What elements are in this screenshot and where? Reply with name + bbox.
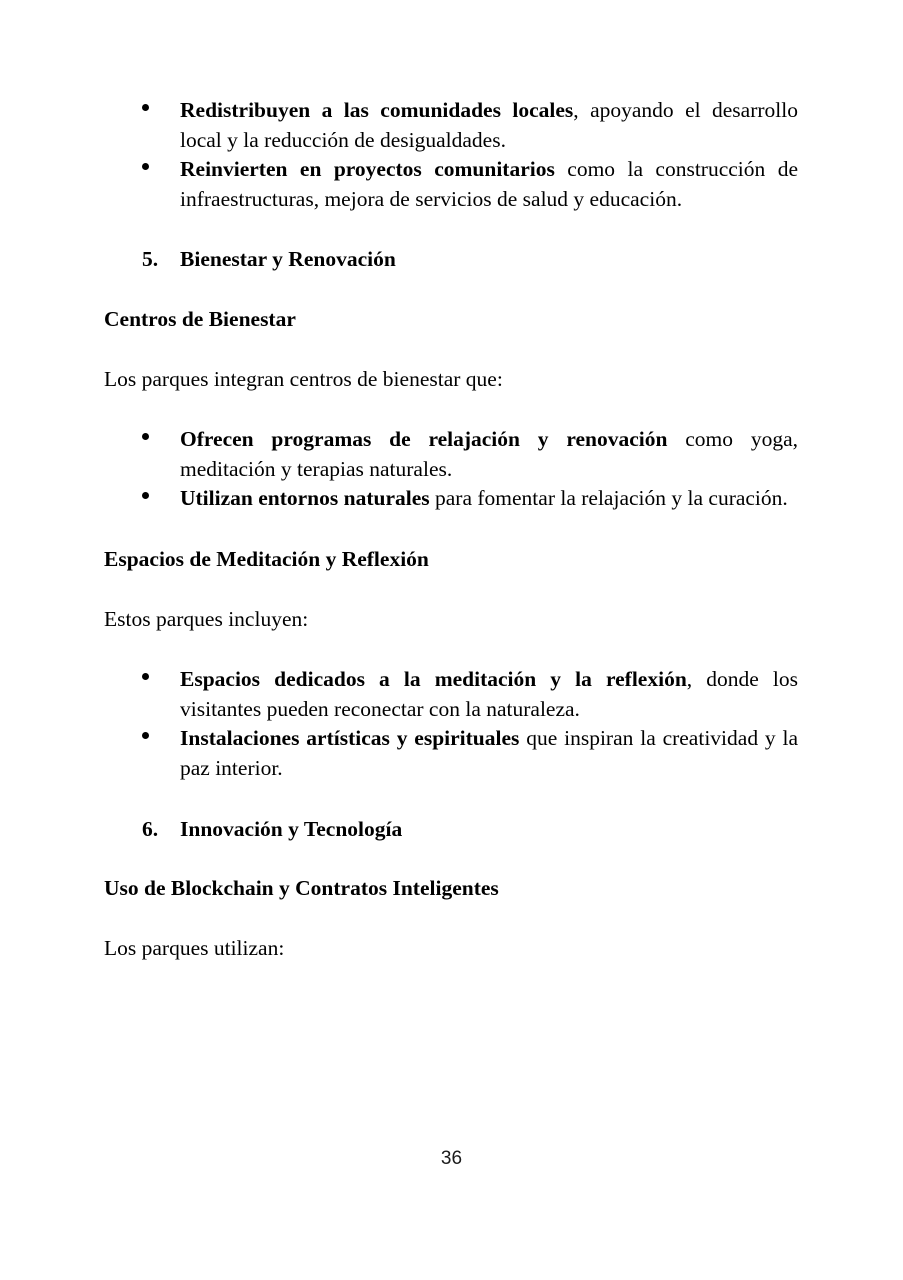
list-item	[104, 484, 798, 514]
bullet-icon	[142, 96, 156, 126]
section-heading-uso-de-blockchain: Uso de Blockchain y Contratos Inteligentes	[104, 876, 499, 901]
list-item-lead: Ofrecen programas de relajación y renovación	[180, 427, 668, 452]
list-item-text: , donde los visitantes pueden reconectar con la naturaleza.	[180, 667, 798, 721]
spacer	[104, 844, 798, 874]
list-item	[104, 724, 798, 783]
list-item	[104, 155, 798, 214]
spacer	[104, 634, 798, 665]
list-item-lead: Reinvierten en proyectos comunitarios	[180, 157, 555, 182]
bullet-list	[104, 665, 798, 783]
paragraph: Estos parques incluyen:	[104, 606, 309, 631]
numbered-heading-6	[104, 815, 798, 845]
page-number: 36	[440, 1148, 463, 1169]
spacer	[104, 394, 798, 425]
bullet-icon	[142, 155, 156, 185]
spacer	[104, 335, 798, 365]
bullet-list	[104, 96, 798, 214]
list-item	[104, 665, 798, 724]
list-item-lead: Espacios dedicados a la meditación y la reflexión	[180, 667, 687, 692]
list-item-text: como yoga, meditación y terapias naturales.	[180, 427, 798, 481]
spacer	[104, 575, 798, 605]
spacer	[104, 514, 798, 545]
list-item-lead: Redistribuyen a las comunidades locales	[180, 98, 574, 122]
list-item-lead: Instalaciones artísticas y espirituales	[180, 726, 520, 751]
list-item-text: , apoyando el desarrollo local y la reducción de desigualdades.	[180, 98, 798, 152]
spacer	[104, 214, 798, 245]
numbered-heading-5	[104, 245, 798, 275]
bullet-list	[104, 425, 798, 514]
numbered-heading-text: Innovación y Tecnología	[180, 816, 403, 841]
list-number-marker: 6.	[142, 816, 159, 841]
page-content	[104, 96, 798, 963]
list-item-text: que inspiran la creatividad y la paz interior.	[180, 726, 798, 780]
bullet-icon	[142, 484, 156, 514]
bullet-icon	[142, 665, 156, 695]
section-heading-espacios-de-meditacion: Espacios de Meditación y Reflexión	[104, 546, 429, 571]
list-item	[104, 425, 798, 484]
paragraph: Los parques integran centros de bienestar que:	[104, 366, 503, 391]
list-number-marker: 5.	[142, 247, 159, 272]
bullet-icon	[142, 724, 156, 754]
spacer	[104, 904, 798, 934]
numbered-heading-text: Bienestar y Renovación	[180, 247, 396, 272]
list-item-text: para fomentar la relajación y la curación.	[429, 486, 788, 511]
list-item	[104, 96, 798, 155]
section-heading-centros-de-bienestar: Centros de Bienestar	[104, 306, 296, 331]
list-item-lead: Utilizan entornos naturales	[180, 486, 430, 511]
bullet-icon	[142, 425, 156, 455]
spacer	[104, 275, 798, 305]
list-item-text: como la construcción de infraestructuras, mejora de servicios de salud y educación.	[180, 157, 798, 211]
paragraph: Los parques utilizan:	[104, 935, 285, 960]
spacer	[104, 784, 798, 815]
